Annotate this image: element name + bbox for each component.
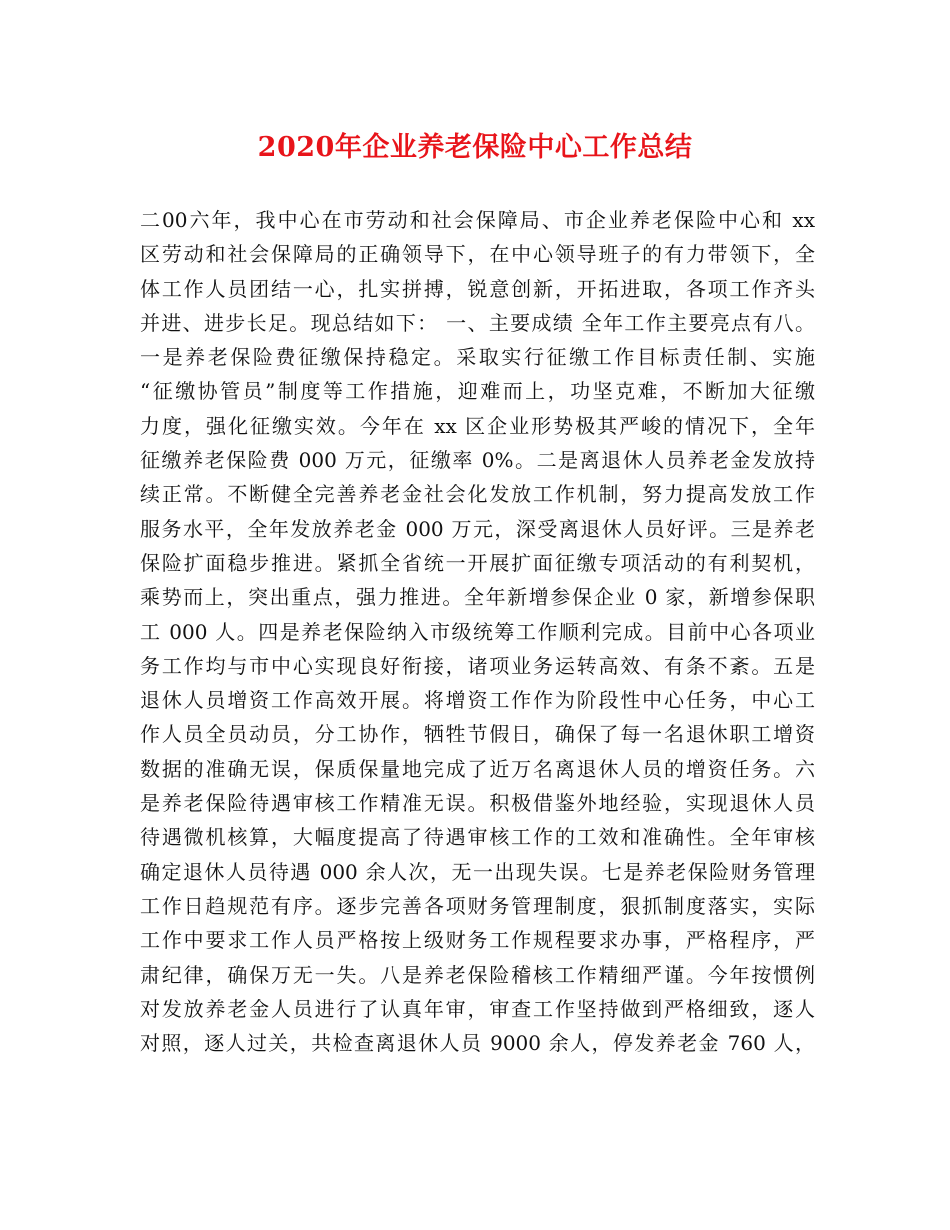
body-line: 待遇微机核算，大幅度提高了待遇审核工作的工效和准确性。全年审核 <box>140 825 815 850</box>
body-line: 二00六年，我中心在市劳动和社会保障局、市企业养老保险中心和 xx <box>140 208 815 232</box>
body-line: 一是养老保险费征缴保持稳定。采取实行征缴工作目标责任制、实施 <box>140 345 815 370</box>
body-line: 是养老保险待遇审核工作精准无误。积极借鉴外地经验，实现退休人员 <box>140 791 815 816</box>
body-line: 乘势而上，突出重点，强力推进。全年新增参保企业 0 家，新增参保职 <box>140 585 815 610</box>
body-line: 并进、进步长足。现总结如下： 一、主要成绩 全年工作主要亮点有八。 <box>140 310 815 335</box>
body-line: 工作日趋规范有序。逐步完善各项财务管理制度，狠抓制度落实，实际 <box>140 893 815 918</box>
body-line: 对发放养老金人员进行了认真年审，审查工作坚持做到严格细致，逐人 <box>140 996 815 1021</box>
body-line: “征缴协管员”制度等工作措施，迎难而上，功坚克难，不断加大征缴 <box>140 379 815 404</box>
body-line: 作人员全员动员，分工协作，牺牲节假日，确保了每一名退休职工增资 <box>140 722 815 747</box>
body-line: 区劳动和社会保障局的正确领导下，在中心领导班子的有力带领下，全 <box>140 242 815 267</box>
body-line: 征缴养老保险费 000 万元，征缴率 0%。二是离退休人员养老金发放持 <box>140 448 815 473</box>
body-line: 肃纪律，确保万无一失。八是养老保险稽核工作精细严谨。今年按惯例 <box>140 962 815 987</box>
body-line: 工 000 人。四是养老保险纳入市级统筹工作顺利完成。目前中心各项业 <box>140 619 815 644</box>
body-line: 数据的准确无误，保质保量地完成了近万名离退休人员的增资任务。六 <box>140 756 815 781</box>
body-line: 服务水平，全年发放养老金 000 万元，深受离退休人员好评。三是养老 <box>140 516 815 541</box>
body-line: 体工作人员团结一心，扎实拼搏，锐意创新，开拓进取，各项工作齐头 <box>140 276 815 301</box>
document-body <box>140 203 815 1060</box>
body-line: 力度，强化征缴实效。今年在 xx 区企业形势极其严峻的情况下，全年 <box>140 413 815 438</box>
body-line: 工作中要求工作人员严格按上级财务工作规程要求办事，严格程序，严 <box>140 928 815 953</box>
document-title: 2020年企业养老保险中心工作总结 <box>257 132 693 163</box>
body-line: 保险扩面稳步推进。紧抓全省统一开展扩面征缴专项活动的有利契机， <box>140 550 815 575</box>
body-line: 退休人员增资工作高效开展。将增资工作作为阶段性中心任务，中心工 <box>140 688 815 713</box>
body-line: 对照，逐人过关，共检查离退休人员 9000 余人，停发养老金 760 人， <box>140 1031 815 1056</box>
body-line: 续正常。不断健全完善养老金社会化发放工作机制，努力提高发放工作 <box>140 482 815 507</box>
body-line: 确定退休人员待遇 000 余人次，无一出现失误。七是养老保险财务管理 <box>140 859 815 884</box>
body-line: 务工作均与市中心实现良好衔接，诸项业务运转高效、有条不紊。五是 <box>140 653 815 678</box>
